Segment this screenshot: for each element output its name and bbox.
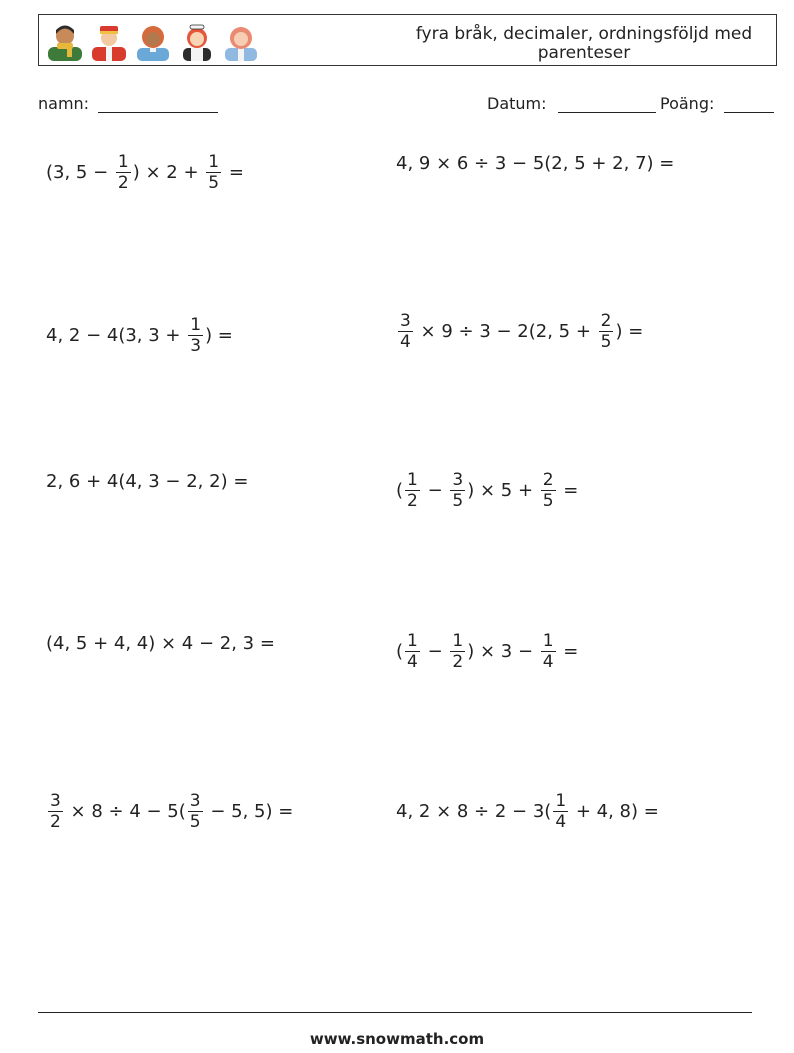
fraction-denominator: 2: [117, 173, 129, 193]
fraction: [48, 791, 63, 832]
date-label: Datum:: [487, 94, 547, 113]
score-label: Poäng:: [660, 94, 715, 113]
fraction: [188, 315, 203, 356]
expression-text: ) × 5 +: [467, 479, 539, 501]
fraction: [405, 631, 420, 672]
expression-text: =: [557, 479, 579, 501]
fraction-denominator: 5: [208, 173, 220, 193]
problem-3: [46, 315, 233, 356]
expression-text: (: [396, 640, 404, 662]
fraction-numerator: 3: [50, 791, 61, 811]
fraction-numerator: 1: [407, 631, 418, 651]
header-box: [38, 14, 777, 66]
fraction-denominator: 5: [542, 491, 554, 511]
person-curly-hair-icon: [133, 21, 173, 61]
name-label: namn:: [38, 94, 90, 113]
fraction-numerator: 1: [208, 152, 220, 172]
fraction-denominator: 5: [189, 812, 201, 832]
fraction: [188, 791, 203, 832]
fraction: [541, 631, 556, 672]
expression-text: ) × 3 −: [467, 640, 539, 662]
fraction: [599, 311, 614, 352]
expression-text: 2, 6 + 4(4, 3 − 2, 2) =: [46, 471, 249, 492]
expression-text: × 8 ÷ 4 − 5(: [64, 800, 186, 822]
expression-text: 4, 9 × 6 ÷ 3 − 5(2, 5 + 2, 7) =: [396, 153, 675, 174]
expression-text: × 9 ÷ 3 − 2(2, 5 +: [414, 320, 597, 342]
expression-text: + 4, 8) =: [570, 800, 659, 822]
expression-text: (: [396, 479, 404, 501]
expression-text: (3, 5 −: [46, 161, 114, 183]
expression-text: ) =: [205, 324, 233, 346]
fraction: [116, 152, 131, 193]
fraction-numerator: 3: [452, 470, 464, 490]
person-woman-icon: [221, 21, 261, 61]
page-title: fyra bråk, decimaler, ordningsföljd med parenteser: [415, 24, 753, 63]
problem-2: [396, 152, 674, 176]
fraction-denominator: 5: [600, 332, 612, 352]
fraction-numerator: 2: [542, 470, 554, 490]
expression-text: =: [557, 640, 579, 662]
fraction-numerator: 1: [407, 470, 418, 490]
fraction-denominator: 4: [542, 652, 554, 672]
fraction-denominator: 2: [50, 812, 61, 832]
name-blank[interactable]: [98, 95, 218, 113]
expression-text: ) × 2 +: [132, 161, 205, 183]
fraction-numerator: 1: [555, 791, 567, 811]
fraction: [206, 152, 221, 193]
expression-text: =: [223, 161, 244, 183]
date-blank[interactable]: [558, 95, 656, 113]
problem-8: [396, 631, 578, 672]
problem-4: [396, 311, 643, 352]
expression-text: − 5, 5) =: [204, 800, 294, 822]
problem-1: [46, 152, 244, 193]
fraction: [398, 311, 413, 352]
fraction-denominator: 3: [190, 336, 202, 356]
expression-text: ) =: [615, 320, 644, 342]
footer-divider: [38, 1012, 752, 1013]
problem-6: [396, 470, 578, 511]
problem-9: [46, 791, 293, 832]
fraction-denominator: 4: [555, 812, 567, 832]
score-blank[interactable]: [724, 95, 774, 113]
name-field: [38, 94, 218, 113]
expression-text: −: [421, 640, 449, 662]
fraction-denominator: 2: [452, 652, 464, 672]
problem-7: [46, 632, 275, 656]
fraction-denominator: 4: [407, 652, 418, 672]
person-cap-icon: [89, 21, 129, 61]
fraction-denominator: 2: [407, 491, 418, 511]
fraction-numerator: 1: [452, 631, 464, 651]
fraction: [450, 470, 465, 511]
date-field: [487, 94, 656, 113]
fraction-denominator: 5: [452, 491, 464, 511]
fraction-numerator: 1: [117, 152, 129, 172]
expression-text: 4, 2 × 8 ÷ 2 − 3(: [396, 800, 552, 822]
expression-text: 4, 2 − 4(3, 3 +: [46, 324, 187, 346]
fraction-denominator: 4: [400, 332, 411, 352]
fraction-numerator: 1: [542, 631, 554, 651]
score-field: [660, 94, 774, 113]
fraction-numerator: 3: [189, 791, 201, 811]
fraction-numerator: 1: [190, 315, 202, 335]
fraction: [553, 791, 568, 832]
expression-text: (4, 5 + 4, 4) × 4 − 2, 3 =: [46, 633, 275, 654]
problem-10: [396, 791, 659, 832]
fraction-numerator: 2: [600, 311, 612, 331]
person-maid-icon: [177, 21, 217, 61]
problem-5: [46, 470, 248, 494]
person-scarf-icon: [45, 21, 85, 61]
footer-url[interactable]: www.snowmath.com: [309, 1030, 485, 1048]
fraction: [450, 631, 465, 672]
fraction: [541, 470, 556, 511]
fraction: [405, 470, 420, 511]
fraction-numerator: 3: [400, 311, 411, 331]
expression-text: −: [421, 479, 449, 501]
